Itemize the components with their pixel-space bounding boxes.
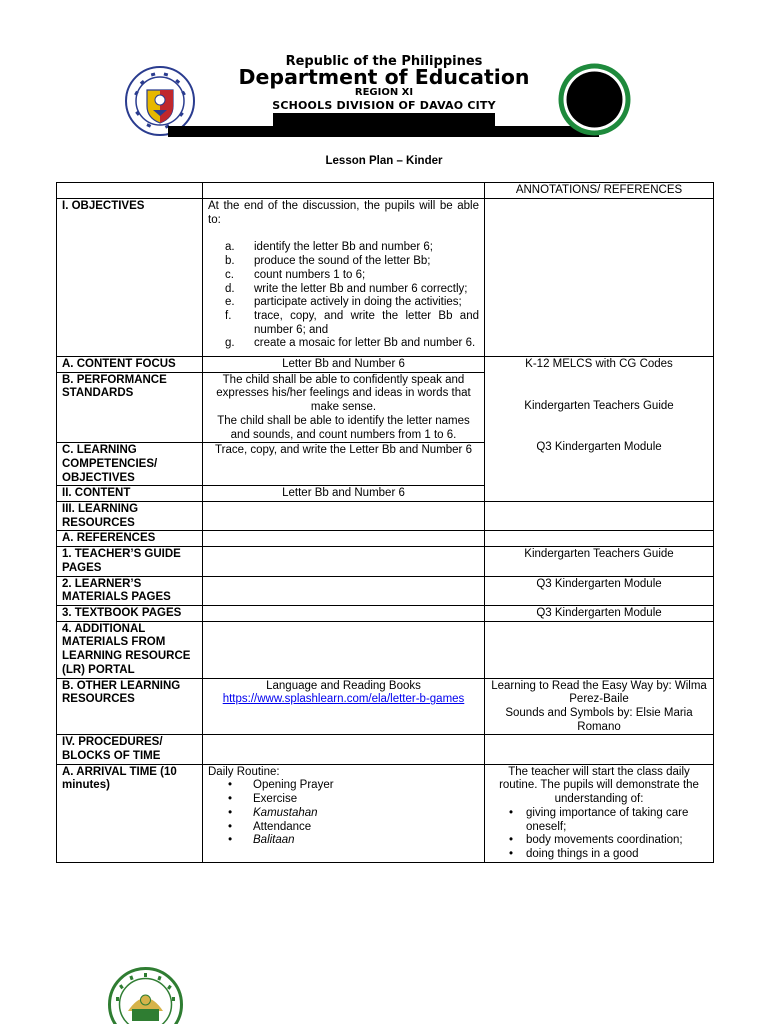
objectives-row — [57, 199, 714, 357]
content-focus-row — [57, 357, 714, 373]
list-item: a. identify the letter Bb and number 6; — [225, 241, 433, 254]
other-resources-refs: Learning to Read the Easy Way by: Wilma Perez-Baile Sounds and Symbols by: Elsie Maria Romano — [485, 678, 714, 735]
procedures-row — [57, 735, 714, 764]
competencies-label: C. LEARNING COMPETENCIES/ OBJECTIVES — [57, 443, 203, 486]
textbook-value: Q3 Kindergarten Module — [485, 605, 714, 621]
learners-materials-value: Q3 Kindergarten Module — [485, 576, 714, 605]
page-title: Lesson Plan – Kinder — [325, 155, 443, 167]
content-focus-value: Letter Bb and Number 6 — [203, 357, 485, 373]
table-cell — [485, 531, 714, 547]
list-item: • giving importance of taking care oneself; — [490, 807, 708, 834]
teachers-guide-value: Kindergarten Teachers Guide — [485, 547, 714, 576]
table-cell — [485, 621, 714, 678]
understanding-list — [490, 807, 708, 862]
objectives-intro: At the end of the discussion, the pupils will be able to: — [208, 200, 479, 226]
other-resources-label: B. OTHER LEARNING RESOURCES — [57, 678, 203, 735]
additional-materials-label: 4. ADDITIONAL MATERIALS FROM LEARNING RESOURCE (LR) PORTAL — [57, 621, 203, 678]
arrival-content: Daily Routine: • Opening Prayer • Exercise • Kamustahan • Attendance • Balitaan — [203, 764, 485, 862]
performance-standards-value: The child shall be able to confidently speak and expresses his/her feelings and ideas in words that make sense. The child shall be able to identify the letter names and sounds, and count numbers from 1 to 6. — [203, 372, 485, 443]
redaction-bar — [273, 113, 495, 126]
teachers-guide-label: 1. TEACHER’S GUIDE PAGES — [57, 547, 203, 576]
list-item: • Kamustahan — [208, 807, 479, 821]
procedures-label: IV. PROCEDURES/ BLOCKS OF TIME — [57, 735, 203, 764]
list-item: • doing things in a good — [490, 848, 708, 862]
table-cell — [485, 199, 714, 357]
competencies-value: Trace, copy, and write the Letter Bb and Number 6 — [203, 443, 485, 486]
textbook-label: 3. TEXTBOOK PAGES — [57, 605, 203, 621]
list-item: • Balitaan — [208, 834, 479, 848]
list-item: f. trace, copy, and write the letter Bb and number 6; and — [225, 309, 479, 336]
table-cell — [203, 502, 485, 531]
school-seal-icon — [108, 967, 183, 1024]
list-item: • Opening Prayer — [208, 779, 479, 793]
table-cell — [203, 576, 485, 605]
list-item: • Exercise — [208, 793, 479, 807]
performance-standards-label: B. PERFORMANCE STANDARDS — [57, 372, 203, 443]
content-value: Letter Bb and Number 6 — [203, 486, 485, 502]
melcs-ref: K-12 MELCS with CG Codes — [525, 358, 673, 371]
list-item: • body movements coordination; — [490, 834, 708, 848]
learners-materials-label: 2. LEARNER’S MATERIALS PAGES — [57, 576, 203, 605]
header-rule — [168, 126, 599, 137]
teachers-guide-ref: Kindergarten Teachers Guide — [524, 399, 674, 412]
list-item: • Attendance — [208, 821, 479, 835]
list-item: g. create a mosaic for letter Bb and number 6. — [225, 337, 476, 350]
references-label: A. REFERENCES — [57, 531, 203, 547]
content-focus-label: A. CONTENT FOCUS — [57, 357, 203, 373]
list-item: b. produce the sound of the letter Bb; — [225, 255, 431, 268]
other-resources-value: Language and Reading Books https://www.splashlearn.com/ela/letter-b-games — [203, 678, 485, 735]
table-cell — [203, 621, 485, 678]
list-item: e. participate actively in doing the activities; — [225, 296, 462, 309]
additional-materials-row — [57, 621, 714, 678]
table-cell — [485, 735, 714, 764]
list-item: d. write the letter Bb and number 6 correctly; — [225, 282, 468, 295]
division-seal-icon — [557, 62, 632, 137]
arrival-label: A. ARRIVAL TIME (10 minutes) — [57, 764, 203, 862]
department-heading: Department of Education — [238, 65, 530, 89]
objectives-content — [203, 199, 485, 357]
division-heading: SCHOOLS DIVISION OF DAVAO CITY — [272, 99, 496, 112]
region-heading: REGION XI — [354, 87, 414, 98]
objectives-list — [208, 241, 479, 351]
references-row — [57, 531, 714, 547]
list-item: c. count numbers 1 to 6; — [225, 268, 366, 281]
learners-materials-row — [57, 576, 714, 605]
standards-references — [485, 357, 714, 502]
learning-resources-row — [57, 502, 714, 531]
table-cell — [203, 605, 485, 621]
table-cell — [203, 531, 485, 547]
arrival-annotations: The teacher will start the class daily routine. The pupils will demonstrate the understanding of: • giving importance of taking care oneself; • body movements coordination; • doing things in a good — [485, 764, 714, 862]
table-cell — [203, 735, 485, 764]
table-cell — [203, 547, 485, 576]
splashlearn-link[interactable]: https://www.splashlearn.com/ela/letter-b-games — [222, 693, 465, 706]
annotations-header: ANNOTATIONS/ REFERENCES — [485, 183, 714, 199]
routine-list — [208, 779, 479, 848]
objectives-label: I. OBJECTIVES — [57, 199, 203, 357]
teachers-guide-row — [57, 547, 714, 576]
table-cell — [485, 502, 714, 531]
module-ref: Q3 Kindergarten Module — [536, 441, 662, 454]
table-header-row — [57, 183, 714, 199]
content-label: II. CONTENT — [57, 486, 203, 502]
learning-resources-label: III. LEARNING RESOURCES — [57, 502, 203, 531]
republic-heading: Republic of the Philippines — [285, 54, 483, 69]
table-cell — [57, 183, 203, 199]
textbook-row — [57, 605, 714, 621]
arrival-row — [57, 764, 714, 862]
lesson-plan-table — [56, 182, 714, 863]
table-cell — [203, 183, 485, 199]
other-resources-row — [57, 678, 714, 735]
